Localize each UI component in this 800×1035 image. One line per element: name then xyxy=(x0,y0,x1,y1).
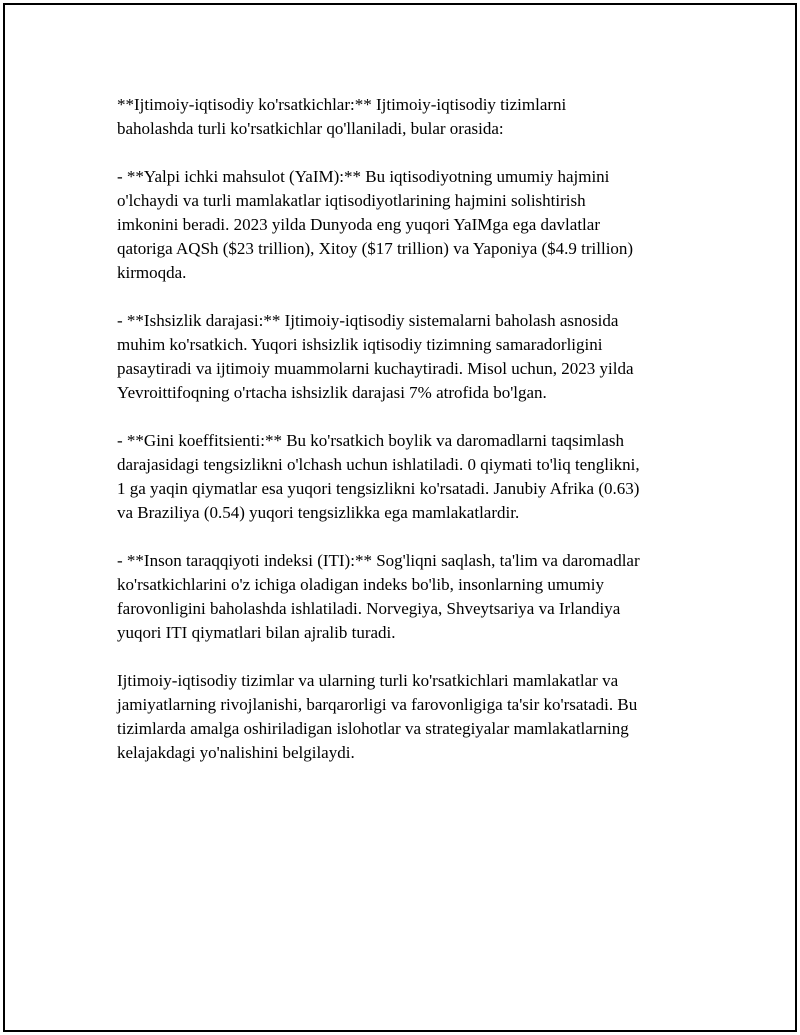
document-body xyxy=(117,93,697,789)
gini-paragraph: - **Gini koeffitsienti:** Bu ko'rsatkich boylik va daromadlarni taqsimlash darajasidagi tengsizlikni o'lchash uchun ishlatiladi. 0 qiymati to'liq tenglikni, 1 ga yaqin qiymatlar esa yuqori tengsizlikni ko'rsatadi. Janubiy Afrika (0.63) va Braziliya (0.54) yuqori tengsizlikka ega mamlakatlardir. xyxy=(117,431,640,522)
gdp-paragraph: - **Yalpi ichki mahsulot (YaIM):** Bu iqtisodiyotning umumiy hajmini o'lchaydi va turli mamlakatlar iqtisodiyotlarining hajmini solishtirish imkonini beradi. 2023 yilda Dunyoda eng yuqori YaIMga ega davlatlar qatoriga AQSh ($23 trillion), Xitoy ($17 trillion) va Yaponiya ($4.9 trillion) kirmoqda. xyxy=(117,167,634,282)
hdi-paragraph: - **Inson taraqqiyoti indeksi (ITI):** Sog'liqni saqlash, ta'lim va daromadlar ko'rsatkichlarini o'z ichiga oladigan indeks bo'lib, insonlarning umumiy farovonligini baholashda ishlatiladi. Norvegiya, Shveytsariya va Irlandiya yuqori ITI qiymatlari bilan ajralib turadi. xyxy=(117,551,640,642)
conclusion-paragraph: Ijtimoiy-iqtisodiy tizimlar va ularning turli ko'rsatkichlari mamlakatlar va jamiyatlarning rivojlanishi, barqarorligi va farovonligiga ta'sir ko'rsatadi. Bu tizimlarda amalga oshiriladigan islohotlar va strategiyalar mamlakatlarning kelajakdagi yo'nalishini belgilaydi. xyxy=(117,671,638,762)
unemployment-paragraph: - **Ishsizlik darajasi:** Ijtimoiy-iqtisodiy sistemalarni baholash asnosida muhim ko'rsatkich. Yuqori ishsizlik iqtisodiy tizimning samaradorligini pasaytiradi va ijtimoiy muammolarni kuchaytiradi. Misol uchun, 2023 yilda Yevroittifoqning o'rtacha ishsizlik darajasi 7% atrofida bo'lgan. xyxy=(117,311,634,402)
intro-paragraph: **Ijtimoiy-iqtisodiy ko'rsatkichlar:** Ijtimoiy-iqtisodiy tizimlarni baholashda turli ko'rsatkichlar qo'llaniladi, bular orasida: xyxy=(117,95,567,138)
